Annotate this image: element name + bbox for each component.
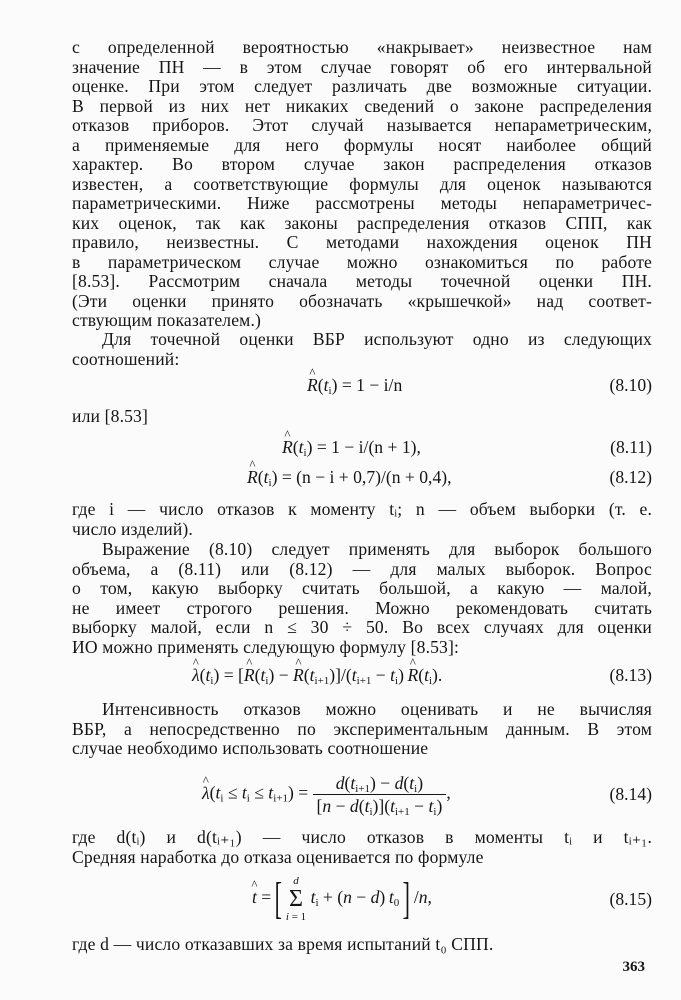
equation-number: (8.15) bbox=[609, 889, 652, 909]
text-line: соотношений: bbox=[72, 348, 180, 369]
text-line: Выражение (8.10) следует применять для выборок большого bbox=[102, 539, 652, 559]
paragraph-mean-time bbox=[72, 828, 652, 867]
equation-number: (8.13) bbox=[609, 665, 652, 685]
paragraph-interval-estimate bbox=[72, 38, 652, 331]
paragraph-point-estimate bbox=[72, 330, 652, 369]
text-line: характер. Во втором случае закон распределения отказов bbox=[72, 154, 652, 174]
paragraph-final bbox=[72, 935, 652, 955]
text-line: с определенной вероятностью «накрывает» неизвестное нам bbox=[72, 37, 652, 57]
page-number: 363 bbox=[622, 959, 645, 975]
text-line: объема, а (8.11) или (8.12) — для малых выборок. Вопрос bbox=[72, 558, 652, 579]
equation-8-15: ^ t =[ d Σ i = 1 $t_i + (n - d)$ $t_0$] /n, (8.15) bbox=[72, 887, 652, 927]
text-line: о том, какую выборку считать большой, а какую — малой, bbox=[72, 578, 652, 598]
text-line: ИО можно применять следующую формулу [8.53]: bbox=[72, 636, 460, 657]
paragraph-definitions bbox=[72, 500, 652, 539]
text-line: где d — число отказавших за время испытаний t₀ СПП. bbox=[72, 934, 494, 954]
text-line: [8.53]. Рассмотрим сначала методы точечной оценки ПН. bbox=[72, 271, 652, 291]
text-line: где i — число отказов к моменту tᵢ; n — объем выборки (т. е. bbox=[72, 499, 652, 519]
or-reference bbox=[72, 407, 652, 427]
text-line: известен, а соответствующие формулы для оценок называются bbox=[72, 173, 652, 194]
text-line: где d(tᵢ) и d(tᵢ₊₁) — число отказов в моменты tᵢ и tᵢ₊₁. bbox=[72, 827, 652, 847]
text-line: отказов приборов. Этот случай называется непараметрическим, bbox=[72, 115, 652, 135]
text-line: случае необходимо использовать соотношение bbox=[72, 738, 429, 758]
text-line: не имеет строгого решения. Можно рекомендовать считать bbox=[72, 597, 652, 618]
text-line: в параметрическом случае можно ознакомиться по работе bbox=[72, 251, 652, 272]
equation-rhs: = 1 − i/(n + 1), bbox=[316, 437, 421, 457]
paragraph-failure-rate bbox=[72, 700, 652, 759]
paragraph-sample-size bbox=[72, 540, 652, 657]
equation-number: (8.10) bbox=[609, 375, 652, 395]
text-line: параметрическими. Ниже рассмотрены методы непараметричес- bbox=[72, 193, 652, 213]
text-line: Средняя наработка до отказа оценивается по формуле bbox=[72, 846, 484, 867]
fraction: $\frac{d(t_{i+1}) - d(t_i)}{[n - d(t_i)](t_{i+1} - t_i)}$ bbox=[313, 774, 447, 815]
text-line: Интенсивность отказов можно оценивать и не вычисляя bbox=[102, 699, 652, 719]
equation-number: (8.12) bbox=[609, 467, 652, 487]
equation-8-14: ^ $\lambda(t_i \le t_i \le t_{i+1})$ = $\frac{d(t_{i+1}) - d(t_i)}{[n - d(t_i)](t_{i+1} - t_i)}$ , (8.14) bbox=[72, 782, 652, 822]
text-line: а применяемые для него формулы носят наиболее общий bbox=[72, 134, 652, 155]
equation-number: (8.14) bbox=[609, 784, 652, 804]
text-line: правило, неизвестны. С методами нахождения оценок ПН bbox=[72, 232, 652, 252]
equation-rhs: = (n − i + 0,7)/(n + 0,4), bbox=[281, 467, 452, 487]
text-line: выборку малой, если n ≤ 30 ÷ 50. Во всех случаях для оценки bbox=[72, 617, 652, 637]
text-line: число изделий). bbox=[72, 518, 193, 539]
text-line: или [8.53] bbox=[72, 406, 149, 426]
equation-rhs: = 1 − i/n bbox=[341, 375, 403, 395]
equation-8-10: ^ $R(t_i) = 1 - i/n$ (8.10) bbox=[72, 373, 652, 397]
text-line: ВБР, а непосредственно по экспериментальным данным. В этом bbox=[72, 718, 652, 739]
text-line: оценке. При этом следует различать две возможные ситуации. bbox=[72, 76, 652, 96]
equation-number: (8.11) bbox=[610, 437, 652, 457]
text-line: ких оценок, так как законы распределения отказов СПП, как bbox=[72, 212, 652, 233]
text-line: В первой из них нет никаких сведений о законе распределения bbox=[72, 95, 652, 116]
equation-8-12: ^ $R(t_i) = (n - i + 0,7)/(n + 0,4)$, (8.12) bbox=[72, 465, 652, 489]
text-line: значение ПН — в этом случае говорят об его интервальной bbox=[72, 56, 652, 77]
text-line: Для точечной оценки ВБР используют одно из следующих bbox=[102, 329, 652, 349]
text-line: (Эти оценки принято обозначать «крышечкой» над соответ- bbox=[72, 290, 652, 311]
equation-8-11: ^ $R(t_i) = 1 - i/(n + 1)$, (8.11) bbox=[72, 435, 652, 459]
equation-8-13: ^ $\lambda(t_i)$ = [^ $R(t_i)$ − ^ $R(t_{i+1})]/(t_{i+1} - t_i)$ ^ $R(t_i)$. (8.13) bbox=[72, 663, 652, 687]
text-line: ствующим показателем.) bbox=[72, 310, 262, 330]
